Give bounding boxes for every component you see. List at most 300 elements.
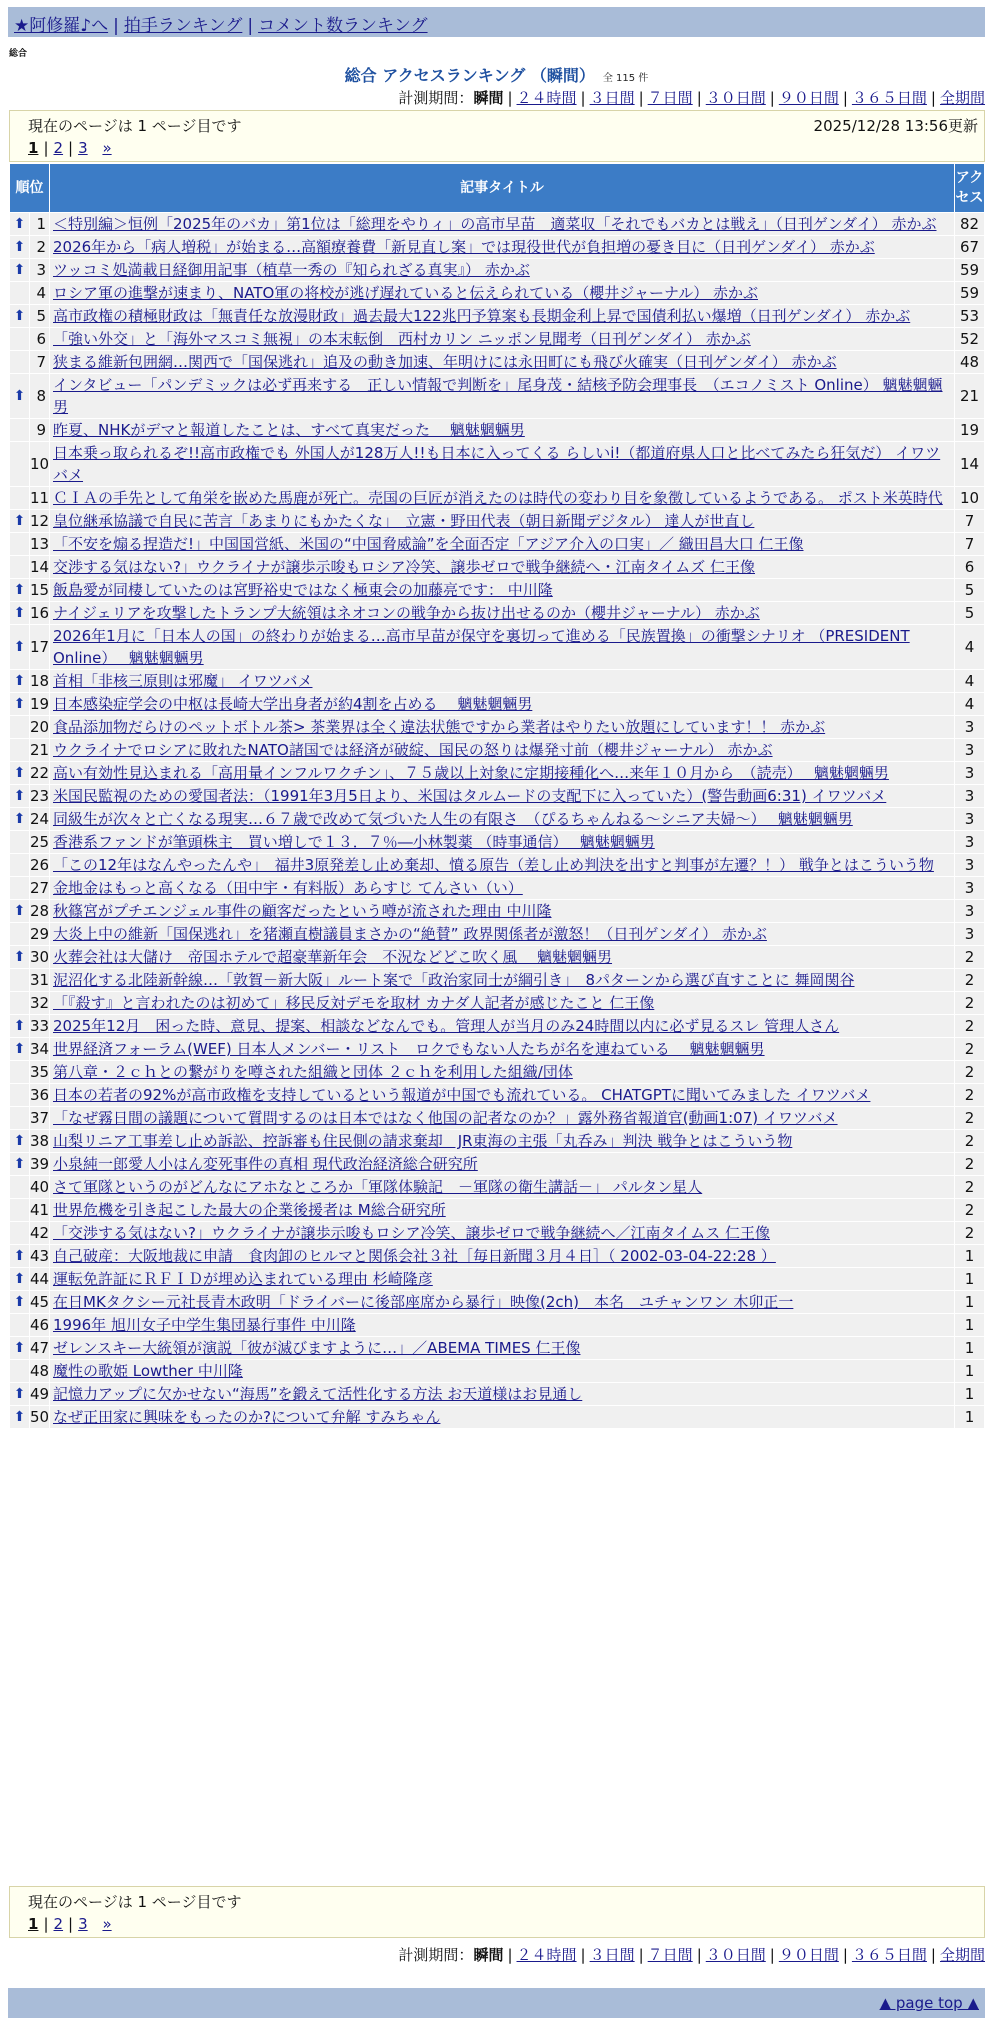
article-title-link[interactable]: 自己破産：大阪地裁に申請 食肉卸のヒルマと関係会社３社［毎日新聞３月４日］（ 2002-03-04-22:28 ） (53, 1247, 776, 1265)
article-title-link[interactable]: 秋篠宮がプチエンジェル事件の顧客だったという噂が流された理由 中川隆 (53, 902, 552, 920)
rank-number: 44 (30, 1268, 50, 1291)
rank-number: 1 (30, 213, 50, 236)
period-option-3[interactable]: ７日間 (647, 1946, 693, 1964)
access-count: 1 (955, 1406, 985, 1429)
page-3-link[interactable]: 3 (78, 139, 88, 157)
table-row (10, 442, 985, 487)
period-option-0: 瞬間 (473, 89, 504, 107)
rank-number: 31 (30, 969, 50, 992)
up-arrow-icon: ⬆ (10, 213, 30, 236)
article-title-link[interactable]: 世界危機を引き起こした最大の企業後援者は M総合研究所 (53, 1201, 446, 1219)
total-count: 全 115 件 (602, 73, 649, 84)
article-title-link[interactable]: 記憶力アップに欠かせない“海馬”を鍛えて活性化する方法 お天道様はお見通し (53, 1385, 583, 1403)
article-title-link[interactable]: 昨夏、NHKがデマと報道したことは、すべて真実だった 魑魅魍魎男 (53, 421, 525, 439)
arrow-cell (10, 716, 30, 739)
access-count: 3 (955, 831, 985, 854)
page-2-link[interactable]: 2 (53, 139, 64, 157)
period-option-5[interactable]: ９０日間 (778, 1946, 839, 1964)
up-arrow-icon: ⬆ (10, 1153, 30, 1176)
table-row (10, 1291, 985, 1314)
table-row (10, 739, 985, 762)
period-option-1[interactable]: ２４時間 (516, 89, 577, 107)
table-row (10, 1337, 985, 1360)
article-title-link[interactable]: 日本感染症学会の中枢は長崎大学出身者が約4割を占める 魑魅魍魎男 (53, 695, 533, 713)
title-cell (50, 1015, 955, 1038)
up-arrow-icon: ⬆ (10, 625, 30, 670)
table-row (10, 1199, 985, 1222)
table-row (10, 693, 985, 716)
rank-number: 17 (30, 625, 50, 670)
period-option-5[interactable]: ９０日間 (778, 89, 839, 107)
access-count: 2 (955, 1015, 985, 1038)
up-arrow-icon: ⬆ (10, 808, 30, 831)
period-option-7[interactable]: 全期間 (939, 1946, 985, 1964)
title-cell (50, 419, 955, 442)
rank-number: 20 (30, 716, 50, 739)
rank-number: 49 (30, 1383, 50, 1406)
up-arrow-icon: ⬆ (10, 900, 30, 923)
clap-ranking-link[interactable]: 拍手ランキング (123, 16, 243, 36)
access-count: 1 (955, 1245, 985, 1268)
title-cell (50, 854, 955, 877)
table-row (10, 213, 985, 236)
page-title: 総合 アクセスランキング （瞬間） (344, 66, 595, 85)
article-title-link[interactable]: 在日MKタクシー元社長青木政明「ドライバーに後部座席から暴行」映像(2ch) 本名 ユチャンワン 木卯正一 (53, 1293, 794, 1311)
access-count: 1 (955, 1360, 985, 1383)
rank-number: 6 (30, 328, 50, 351)
access-count: 2 (955, 1130, 985, 1153)
table-row (10, 374, 985, 419)
access-count: 67 (955, 236, 985, 259)
title-cell (50, 992, 955, 1015)
access-count: 3 (955, 854, 985, 877)
article-title-link[interactable]: ロシア軍の進撃が速まり、NATO軍の将校が逃げ遅れていると伝えられている（櫻井ジャーナル） 赤かぶ (53, 284, 759, 302)
article-title-link[interactable]: 金地金はもっと高くなる（田中宇・有料版）あらすじ てんさい（い） (53, 879, 523, 897)
up-arrow-icon: ⬆ (10, 1383, 30, 1406)
period-option-3[interactable]: ７日間 (647, 89, 693, 107)
rank-number: 41 (30, 1199, 50, 1222)
title-cell (50, 487, 955, 510)
title-cell (50, 1176, 955, 1199)
article-title-link[interactable]: 2026年から「病人増税」が始まる…高額療養費「新見直し案」では現役世代が負担増の憂き目に（日刊ゲンダイ） 赤かぶ (53, 238, 875, 256)
up-arrow-icon: ⬆ (10, 785, 30, 808)
title-cell (50, 1314, 955, 1337)
article-title-link[interactable]: なぜ正田家に興味をもったのか?について弁解 すみちゃん (53, 1408, 441, 1426)
rank-number: 5 (30, 305, 50, 328)
access-count: 2 (955, 1061, 985, 1084)
title-cell (50, 670, 955, 693)
access-count: 3 (955, 762, 985, 785)
arrow-cell (10, 1061, 30, 1084)
rank-number: 43 (30, 1245, 50, 1268)
access-count: 59 (955, 259, 985, 282)
article-title-link[interactable]: 皇位継承協議で自民に苦言「あまりにもかたくな」 立憲・野田代表（朝日新聞デジタル） 達人が世直し (53, 512, 755, 530)
rank-number: 42 (30, 1222, 50, 1245)
access-count: 4 (955, 625, 985, 670)
access-count: 1 (955, 1314, 985, 1337)
title-cell (50, 282, 955, 305)
table-row (10, 670, 985, 693)
access-count: 52 (955, 328, 985, 351)
arrow-cell (10, 1107, 30, 1130)
access-count: 4 (955, 693, 985, 716)
rank-number: 3 (30, 259, 50, 282)
table-row (10, 808, 985, 831)
title-cell (50, 213, 955, 236)
title-cell (50, 533, 955, 556)
article-title-link[interactable]: 泥沼化する北陸新幹線…「敦賀－新大阪」ルート案で「政治家同士が綱引き」 8パターンから選び直すことに 舞岡関谷 (53, 971, 855, 989)
page-title-wrap (0, 63, 993, 86)
page-3-link[interactable]: 3 (78, 1915, 88, 1933)
article-title-link[interactable]: 狭まる維新包囲網…関西で「国保逃れ」追及の動き加速、年明けには永田町にも飛び火確実（日刊ゲンダイ） 赤かぶ (53, 353, 837, 371)
article-title-link[interactable]: 「なぜ霧日間の議題について質問するのは日本ではなく他国の記者なのか？」露外務省報道官(動画1:07) イワツバメ (53, 1109, 838, 1127)
table-row (10, 900, 985, 923)
access-count: 7 (955, 510, 985, 533)
rank-number: 35 (30, 1061, 50, 1084)
next-page-link[interactable]: » (102, 139, 112, 157)
table-row (10, 716, 985, 739)
article-title-link[interactable]: インタビュー「パンデミックは必ず再来する 正しい情報で判断を」尾身茂・結核予防会理事長 （エコノミスト Online） 魑魅魍魎男 (53, 376, 943, 416)
arrow-cell (10, 1222, 30, 1245)
article-title-link[interactable]: 世界経済フォーラム(WEF) 日本人メンバー・リスト ロクでもない人たちが名を連ねている 魑魅魍魎男 (53, 1040, 765, 1058)
article-title-link[interactable]: 「この12年はなんやったんや」 福井3原発差し止め棄却、憤る原告（差し止め判決を出すと判事が左遷？！） 戦争とはこういう物 (53, 856, 934, 874)
article-title-link[interactable]: 日本乗っ取られるぞ!!高市政権でも 外国人が128万人!!も日本に入ってくる らしいi!（都道府県人口と比べてみたら狂気だ） イワツバメ (53, 444, 941, 484)
rank-number: 19 (30, 693, 50, 716)
rank-number: 48 (30, 1360, 50, 1383)
article-title-link[interactable]: 小泉純一郎愛人小はん変死事件の真相 現代政治経済総合研究所 (53, 1155, 478, 1173)
page-info-top (9, 110, 985, 162)
access-count: 19 (955, 419, 985, 442)
article-title-link[interactable]: 1996年 旭川女子中学生集団暴行事件 中川隆 (53, 1316, 356, 1334)
access-count: 48 (955, 351, 985, 374)
rank-number: 15 (30, 579, 50, 602)
rank-number: 16 (30, 602, 50, 625)
arrow-cell (10, 419, 30, 442)
table-row (10, 877, 985, 900)
table-row (10, 923, 985, 946)
table-row (10, 351, 985, 374)
period-option-1[interactable]: ２４時間 (516, 1946, 577, 1964)
access-header: アクセス (955, 164, 985, 213)
period-option-6[interactable]: ３６５日間 (851, 1946, 927, 1964)
arrow-cell (10, 556, 30, 579)
arrow-cell (10, 328, 30, 351)
access-count: 2 (955, 969, 985, 992)
home-link[interactable]: ★阿修羅♪へ (14, 16, 109, 36)
title-cell (50, 1061, 955, 1084)
arrow-cell (10, 992, 30, 1015)
title-cell (50, 556, 955, 579)
article-title-link[interactable]: 「『殺す』と言われたのは初めて」移民反対デモを取材 カナダ人記者が感じたこと 仁王像 (53, 994, 655, 1012)
table-row (10, 1176, 985, 1199)
table-row (10, 1107, 985, 1130)
access-count: 2 (955, 1084, 985, 1107)
access-count: 3 (955, 923, 985, 946)
article-title-link[interactable]: 第八章・２ｃｈとの繋がりを噂された組織と団体 ２ｃｈを利用した組織/団体 (53, 1063, 573, 1081)
ranking-table (9, 163, 985, 1429)
period-option-6[interactable]: ３６５日間 (851, 89, 927, 107)
rank-number: 33 (30, 1015, 50, 1038)
article-title-link[interactable]: 同級生が次々と亡くなる現実…６７歳で改めて気づいた人生の有限さ （ぴるちゃんねる～シニア夫婦～） 魑魅魍魎男 (53, 810, 853, 828)
article-title-link[interactable]: ＣＩＡの手先として角栄を嵌めた馬鹿が死亡。売国の巨匠が消えたのは時代の変わり目を象徴しているようである。 ポスト米英時代 (53, 489, 943, 507)
access-count: 5 (955, 579, 985, 602)
article-title-link[interactable]: ゼレンスキー大統領が演説「彼が滅びますように…」／ABEMA TIMES 仁王像 (53, 1339, 581, 1357)
up-arrow-icon: ⬆ (10, 1337, 30, 1360)
article-title-link[interactable]: 2025年12月 困った時、意見、提案、相談などなんでも。管理人が当月のみ24時間以内に必ず見るスレ 管理人さん (53, 1017, 840, 1035)
period-selector-top: 計測期間：瞬間 | ２４時間 | ３日間 | ７日間 | ３０日間 | ９０日間 | ３６５日間 | 全期間 (398, 89, 985, 107)
table-header-row (10, 164, 985, 213)
arrow-cell (10, 487, 30, 510)
rank-number: 13 (30, 533, 50, 556)
bottom-bar (8, 1988, 985, 2018)
arrow-cell (10, 533, 30, 556)
table-row (10, 510, 985, 533)
rank-number: 30 (30, 946, 50, 969)
period-option-0: 瞬間 (473, 1946, 504, 1964)
rank-number: 24 (30, 808, 50, 831)
access-count: 4 (955, 670, 985, 693)
current-page-text: 現在のページは 1 ページ目です (28, 117, 242, 135)
table-row (10, 1314, 985, 1337)
up-arrow-icon: ⬆ (10, 1130, 30, 1153)
up-arrow-icon: ⬆ (10, 1038, 30, 1061)
rank-number: 34 (30, 1038, 50, 1061)
title-cell (50, 1268, 955, 1291)
article-title-link[interactable]: 「強い外交」と「海外マスコミ無視」の本末転倒 西村カリン ニッポン見聞考（日刊ゲンダイ） 赤かぶ (53, 330, 751, 348)
title-cell (50, 510, 955, 533)
access-count: 2 (955, 1038, 985, 1061)
page-1-current: 1 (28, 139, 39, 157)
title-cell (50, 900, 955, 923)
article-title-link[interactable]: 2026年1月に「日本人の国」の終わりが始まる…高市早苗が保守を裏切って進める「民族置換」の衝撃シナリオ （PRESIDENT Online） 魑魅魍魎男 (53, 627, 910, 667)
up-arrow-icon: ⬆ (10, 946, 30, 969)
up-arrow-icon: ⬆ (10, 305, 30, 328)
table-row (10, 625, 985, 670)
arrow-cell (10, 877, 30, 900)
period-option-7[interactable]: 全期間 (939, 89, 985, 107)
page-top-link[interactable]: ▲ page top ▲ (879, 1994, 979, 2012)
title-cell (50, 831, 955, 854)
rank-number: 18 (30, 670, 50, 693)
access-count: 5 (955, 602, 985, 625)
up-arrow-icon: ⬆ (10, 1245, 30, 1268)
table-row (10, 1061, 985, 1084)
nav-separator: | (247, 16, 254, 36)
title-cell (50, 716, 955, 739)
title-cell (50, 351, 955, 374)
rank-number: 21 (30, 739, 50, 762)
article-title-link[interactable]: さて軍隊というのがどんなにアホなところか「軍隊体験記 －軍隊の衛生講話－」 パルタン星人 (53, 1178, 703, 1196)
table-row (10, 419, 985, 442)
access-count: 2 (955, 1199, 985, 1222)
article-title-link[interactable]: 食品添加物だらけのペットボトル茶> 茶業界は全く違法状態ですから業者はやりたい放題にしています！！ 赤かぶ (53, 718, 826, 736)
current-page-text: 現在のページは 1 ページ目です (28, 1893, 242, 1911)
period-option-2[interactable]: ３日間 (589, 1946, 635, 1964)
up-arrow-icon: ⬆ (10, 602, 30, 625)
rank-number: 8 (30, 374, 50, 419)
rank-number: 32 (30, 992, 50, 1015)
rank-number: 9 (30, 419, 50, 442)
up-arrow-icon: ⬆ (10, 1406, 30, 1429)
article-title-link[interactable]: 交渉する気はない?」ウクライナが譲歩示唆もロシア冷笑、譲歩ゼロで戦争継続へ・江南タイムズ 仁王像 (53, 558, 755, 576)
rank-number: 29 (30, 923, 50, 946)
rank-number: 40 (30, 1176, 50, 1199)
table-row (10, 305, 985, 328)
access-count: 59 (955, 282, 985, 305)
article-title-link[interactable]: ナイジェリアを攻撃したトランプ大統領はネオコンの戦争から抜け出せるのか（櫻井ジャーナル） 赤かぶ (53, 604, 760, 622)
table-row (10, 1130, 985, 1153)
article-title-link[interactable]: ツッコミ処満載日経御用記事（植草一秀の『知られざる真実』） 赤かぶ (53, 261, 530, 279)
arrow-cell (10, 831, 30, 854)
rank-number: 27 (30, 877, 50, 900)
article-title-link[interactable]: 「不安を煽る捏造だ!」中国国営紙、米国の“中国脅威論”を全面否定「アジア介入の口実」／ 織田昌大口 仁王像 (53, 535, 804, 553)
table-row (10, 1406, 985, 1429)
article-title-link[interactable]: 日本の若者の92%が高市政権を支持しているという報道が中国でも流れている。 CHATGPTに聞いてみました イワツバメ (53, 1086, 871, 1104)
arrow-cell (10, 739, 30, 762)
title-cell (50, 877, 955, 900)
table-row (10, 259, 985, 282)
title-cell (50, 1153, 955, 1176)
title-cell (50, 1406, 955, 1429)
access-count: 3 (955, 739, 985, 762)
title-cell (50, 1222, 955, 1245)
article-title-link[interactable]: 香港系ファンドが筆頭株主 買い増しで１３．７％―小林製薬 （時事通信） 魑魅魍魎男 (53, 833, 655, 851)
table-row (10, 602, 985, 625)
arrow-cell (10, 969, 30, 992)
rank-number: 12 (30, 510, 50, 533)
rank-number: 26 (30, 854, 50, 877)
title-cell (50, 1383, 955, 1406)
article-title-link[interactable]: 火葬会社は大儲け 帝国ホテルで超豪華新年会 不況などどこ吹く風 魑魅魍魎男 (53, 948, 613, 966)
rank-number: 28 (30, 900, 50, 923)
period-selector-bottom: 計測期間：瞬間 | ２４時間 | ３日間 | ７日間 | ３０日間 | ９０日間 | ３６５日間 | 全期間 (398, 1946, 985, 1964)
up-arrow-icon: ⬆ (10, 579, 30, 602)
title-cell (50, 693, 955, 716)
arrow-cell (10, 351, 30, 374)
title-cell (50, 442, 955, 487)
up-arrow-icon: ⬆ (10, 259, 30, 282)
access-count: 1 (955, 1268, 985, 1291)
access-count: 3 (955, 900, 985, 923)
rank-number: 11 (30, 487, 50, 510)
up-arrow-icon: ⬆ (10, 374, 30, 419)
arrow-cell (10, 923, 30, 946)
article-title-link[interactable]: 飯島愛が同棲していたのは宮野裕史ではなく極東会の加藤亮です： 中川隆 (53, 581, 553, 599)
period-option-4[interactable]: ３０日間 (705, 1946, 766, 1964)
rank-number: 22 (30, 762, 50, 785)
title-cell (50, 579, 955, 602)
up-arrow-icon: ⬆ (10, 670, 30, 693)
title-cell (50, 1291, 955, 1314)
table-row (10, 1383, 985, 1406)
page-2-link[interactable]: 2 (53, 1915, 64, 1933)
access-count: 3 (955, 808, 985, 831)
table-row (10, 1268, 985, 1291)
access-count: 82 (955, 213, 985, 236)
access-count: 2 (955, 1176, 985, 1199)
access-count: 2 (955, 992, 985, 1015)
access-count: 14 (955, 442, 985, 487)
period-label: 計測期間： (398, 89, 474, 107)
access-count: 2 (955, 1222, 985, 1245)
table-row (10, 328, 985, 351)
title-cell (50, 1245, 955, 1268)
arrow-cell (10, 1176, 30, 1199)
arrow-cell (10, 1084, 30, 1107)
pager-top: 1 | 2 | 3 » (28, 139, 112, 157)
table-row (10, 969, 985, 992)
table-row (10, 579, 985, 602)
table-row (10, 1015, 985, 1038)
article-title-link[interactable]: 米国民監視のための愛国者法：（1991年3月5日より、米国はタルムードの支配下に入っていた）(警告動画6:31) イワツバメ (53, 787, 887, 805)
article-title-link[interactable]: ＜特別編＞恒例「2025年のバカ」第1位は「総理をやりィ」の高市早苗 適菜収「それでもバカとは戦え」（日刊ゲンダイ） 赤かぶ (53, 215, 937, 233)
title-cell (50, 602, 955, 625)
pager-bottom: 1 | 2 | 3 » (28, 1915, 112, 1933)
article-title-link[interactable]: 首相「非核三原則は邪魔」 イワツバメ (53, 672, 313, 690)
rank-number: 25 (30, 831, 50, 854)
top-nav-bar (8, 7, 985, 37)
rank-number: 47 (30, 1337, 50, 1360)
title-cell (50, 1337, 955, 1360)
title-cell (50, 625, 955, 670)
article-title-link[interactable]: 「交渉する気はない?」ウクライナが譲歩示唆もロシア冷笑、譲歩ゼロで戦争継続へ／江南タイムス 仁王像 (53, 1224, 770, 1242)
table-row (10, 533, 985, 556)
access-count: 1 (955, 1383, 985, 1406)
rank-number: 37 (30, 1107, 50, 1130)
updated-timestamp: 2025/12/28 13:56更新 (813, 117, 978, 135)
title-cell (50, 1360, 955, 1383)
table-row (10, 762, 985, 785)
title-cell (50, 923, 955, 946)
up-arrow-icon: ⬆ (10, 236, 30, 259)
access-count: 2 (955, 1153, 985, 1176)
comment-ranking-link[interactable]: コメント数ランキング (258, 16, 428, 36)
nav-separator: | (113, 16, 119, 36)
article-title-link[interactable]: 大炎上中の維新「国保逃れ」を猪瀬直樹議員まさかの“絶賛” 政界関係者が激怒！（日刊ゲンダイ） 赤かぶ (53, 925, 767, 943)
title-cell (50, 236, 955, 259)
rank-number: 38 (30, 1130, 50, 1153)
table-row (10, 1245, 985, 1268)
access-count: 7 (955, 533, 985, 556)
rank-number: 7 (30, 351, 50, 374)
table-row (10, 946, 985, 969)
article-title-link[interactable]: 魔性の歌姫 Lowther 中川隆 (53, 1362, 243, 1380)
title-cell (50, 1038, 955, 1061)
rank-number: 39 (30, 1153, 50, 1176)
rank-number: 50 (30, 1406, 50, 1429)
up-arrow-icon: ⬆ (10, 1291, 30, 1314)
table-row (10, 556, 985, 579)
next-page-link[interactable]: » (102, 1915, 112, 1933)
article-title-link[interactable]: ウクライナでロシアに敗れたNATO諸国では経済が破綻、国民の怒りは爆発寸前（櫻井ジャーナル） 赤かぶ (53, 741, 773, 759)
title-cell (50, 259, 955, 282)
article-title-link[interactable]: 運転免許証にＲＦＩＤが埋め込まれている理由 杉崎隆彦 (53, 1270, 433, 1288)
article-title-link[interactable]: 高い有効性見込まれる「高用量インフルワクチン」、７５歳以上対象に定期接種化へ…来年１０月から （読売） 魑魅魍魎男 (53, 764, 889, 782)
up-arrow-icon: ⬆ (10, 693, 30, 716)
title-cell (50, 328, 955, 351)
title-cell (50, 762, 955, 785)
rank-number: 2 (30, 236, 50, 259)
arrow-cell (10, 854, 30, 877)
period-option-2[interactable]: ３日間 (589, 89, 635, 107)
period-option-4[interactable]: ３０日間 (705, 89, 766, 107)
access-count: 3 (955, 785, 985, 808)
access-count: 2 (955, 1107, 985, 1130)
table-row (10, 487, 985, 510)
title-cell (50, 374, 955, 419)
article-title-link[interactable]: 山梨リニア工事差し止め訴訟、控訴審も住民側の請求棄却 JR東海の主張「丸呑み」判決 戦争とはこういう物 (53, 1132, 793, 1150)
article-title-link[interactable]: 高市政権の積極財政は「無責任な放漫財政」過去最大122兆円予算案も長期金利上昇で国債利払い爆増（日刊ゲンダイ） 赤かぶ (53, 307, 911, 325)
